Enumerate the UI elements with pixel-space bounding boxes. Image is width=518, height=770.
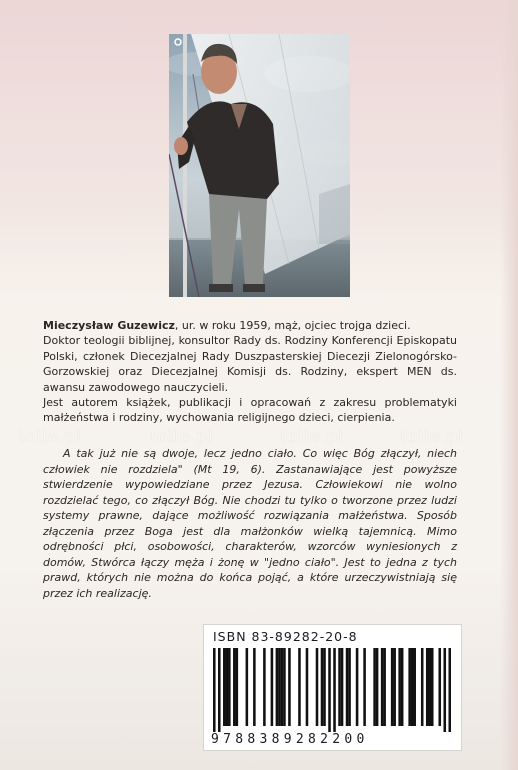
ean-number: 9788389282200 xyxy=(211,732,369,747)
barcode-bar xyxy=(443,648,446,732)
barcode-bar xyxy=(431,648,434,726)
barcode-bar xyxy=(428,648,431,726)
barcode-bar xyxy=(348,648,351,726)
watermark: tolle.pl xyxy=(150,427,214,447)
barcode-bar xyxy=(398,648,401,726)
barcode-bar xyxy=(333,648,336,732)
barcode-bar xyxy=(228,648,231,726)
barcode-bar xyxy=(226,648,229,726)
barcode-bar xyxy=(298,648,301,726)
author-photo xyxy=(169,34,350,297)
cover-edge-shadow xyxy=(500,0,518,770)
barcode-bar xyxy=(426,648,429,726)
barcode-bar xyxy=(413,648,416,726)
barcode-bar xyxy=(321,648,324,726)
bio-intro xyxy=(43,318,457,333)
blurb-quote xyxy=(43,446,457,601)
barcode-bar xyxy=(438,648,441,726)
barcode-bar xyxy=(233,648,236,726)
watermark: tolle.pl xyxy=(18,427,82,447)
barcode-bar xyxy=(341,648,344,726)
barcode-bar xyxy=(346,648,349,726)
barcode-bar xyxy=(323,648,326,726)
barcode-bar xyxy=(281,648,284,726)
barcode-bar xyxy=(401,648,404,726)
barcode-bar xyxy=(263,648,266,726)
barcode-bar xyxy=(421,648,424,726)
barcode-bar xyxy=(246,648,249,726)
author-name: Mieczysław Guzewicz xyxy=(43,319,175,332)
barcode-bar xyxy=(271,648,274,726)
barcode-bar xyxy=(218,648,221,732)
barcode-bar xyxy=(288,648,291,726)
bio-intro-rest: , ur. w roku 1959, mąż, ojciec trojga dzieci. xyxy=(174,319,411,332)
barcode-bar xyxy=(278,648,281,726)
author-photo-illustration xyxy=(169,34,350,297)
bio-paragraph-credentials: Doktor teologii biblijnej, konsultor Rady ds. Rodziny Konferencji Episkopatu Polski, członek Diecezjalnej Rady Duszpasterskiej Diecezji Zielonogórsko-Gorzowskiej oraz Diecezjalnej Komisji ds. Rodziny, ekspert MEN ds. awansu zawodowego nauczycieli. xyxy=(43,334,457,394)
watermark: tolle.pl xyxy=(400,427,464,447)
barcode-bar xyxy=(328,648,331,732)
barcode-bar xyxy=(253,648,256,726)
barcode-bar xyxy=(306,648,309,726)
blurb-text: A tak już nie są dwoje, lecz jedno ciało. Co więc Bóg złączył, niech człowiek nie rozdziela" (Mt 19, 6). Zastanawiające jest powyższe stwierdzenie wypowiedziane przez Jezusa. Człowiekowi nie wolno rozdzielać tego, co złączył Bóg. Nie chodzi tu tylko o tworzone przez ludzi systemy prawne, dające możliwość rozwiązania małżeństwa. Sposób złączenia przez Boga jest dla małżonków wielką tajemnicą. Mimo odrębności płci, osobowości, charakterów, wzorców wyniesionych z domów, Stwórca łączy męża i żonę w "jedno ciało". Jest to jedna z tych prawd, których nie można do końca pojąć, a które urzeczywistniają się przez ich realizację. xyxy=(43,447,457,600)
barcode-bar xyxy=(448,648,451,732)
barcode-bar xyxy=(363,648,366,726)
barcode-bar xyxy=(393,648,396,726)
barcode-bar xyxy=(391,648,394,726)
barcode-bar xyxy=(356,648,359,726)
ean-barcode xyxy=(213,648,451,732)
watermark: tolle.pl xyxy=(280,427,344,447)
barcode-bar xyxy=(381,648,384,726)
isbn-label: ISBN 83-89282-20-8 xyxy=(213,629,358,644)
bio-paragraph-publications: Jest autorem książek, publikacji i opracowań z zakresu problematyki małżeństwa i rodziny, wychowania religijnego dzieci, cierpienia. xyxy=(43,396,457,425)
barcode-bar xyxy=(213,648,216,732)
barcode-bar xyxy=(411,648,414,726)
author-bio xyxy=(43,318,457,426)
barcode-bar xyxy=(283,648,286,726)
barcode-bar xyxy=(316,648,319,726)
barcode-bar xyxy=(236,648,239,726)
barcode-bar xyxy=(373,648,376,726)
barcode-bar xyxy=(276,648,279,726)
barcode-bar xyxy=(376,648,379,726)
barcode-bar xyxy=(338,648,341,726)
barcode-bar xyxy=(408,648,411,726)
barcode-bar xyxy=(223,648,226,726)
barcode-bar xyxy=(383,648,386,726)
